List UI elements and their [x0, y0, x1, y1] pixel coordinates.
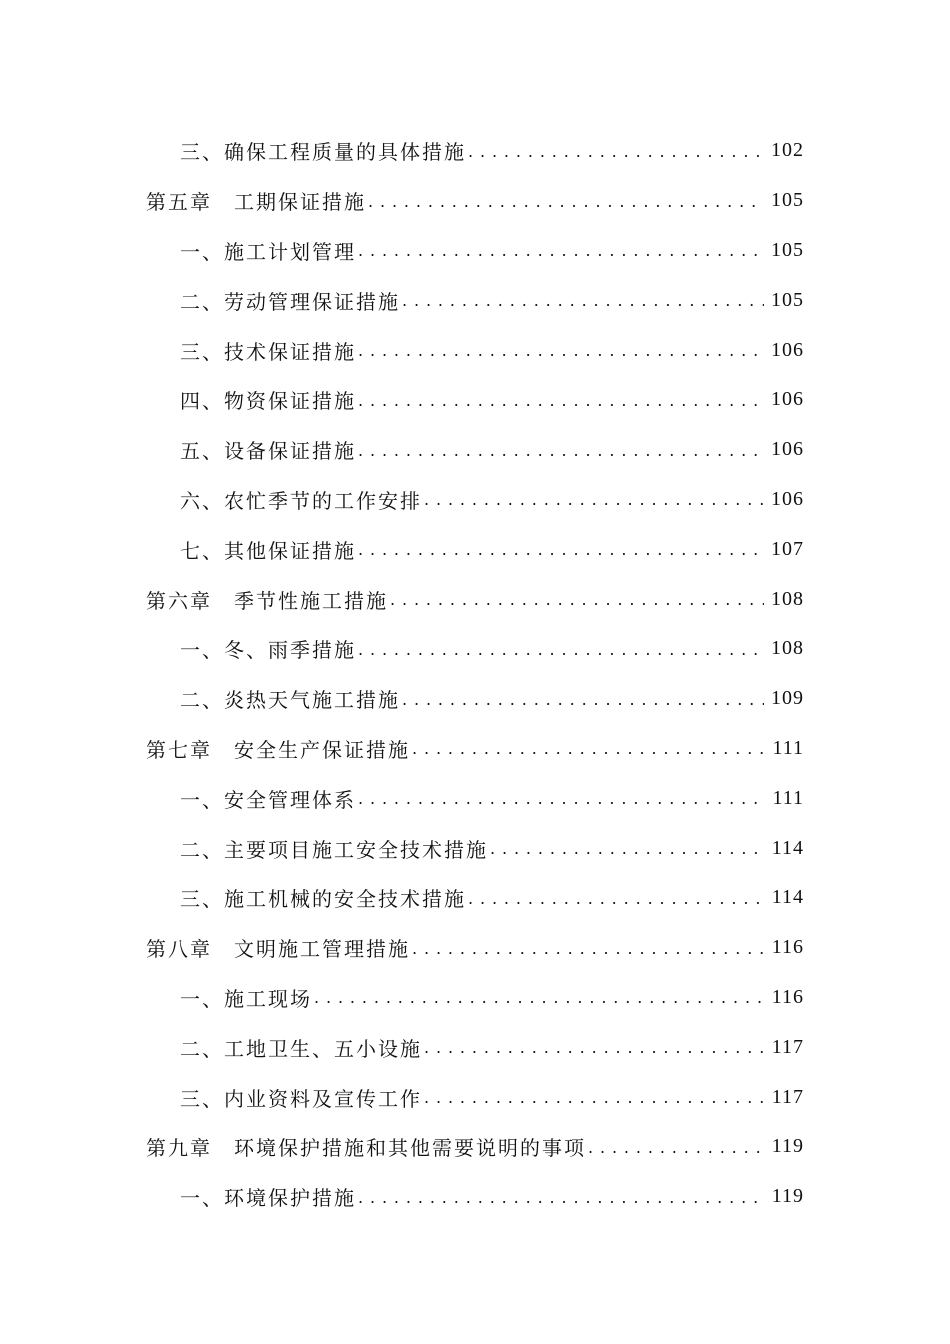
toc-entry-title: 二、劳动管理保证措施 — [180, 289, 400, 314]
dot-leader — [358, 786, 764, 810]
toc-section-entry[interactable] — [0, 674, 950, 724]
toc-entry-title: 四、物资保证措施 — [180, 389, 356, 414]
dot-leader — [402, 288, 764, 312]
toc-page-number: 116 — [771, 985, 804, 1008]
dot-leader — [314, 985, 764, 1009]
dot-leader — [402, 687, 764, 711]
toc-page-number: 105 — [771, 238, 804, 261]
toc-entry-title: 一、环境保护措施 — [180, 1186, 356, 1211]
toc-page-number: 109 — [771, 687, 804, 710]
toc-chapter-entry[interactable] — [0, 923, 950, 973]
toc-chapter-entry[interactable] — [0, 724, 950, 774]
toc-section-entry[interactable] — [0, 1072, 950, 1122]
toc-entry-title: 三、施工机械的安全技术措施 — [180, 887, 466, 912]
toc-page-number: 102 — [771, 139, 804, 162]
dot-leader — [358, 537, 764, 561]
toc-chapter-entry[interactable] — [0, 176, 950, 226]
toc-entry-title: 六、农忙季节的工作安排 — [180, 488, 422, 513]
dot-leader — [358, 238, 764, 262]
toc-entry-title: 五、设备保证措施 — [180, 439, 356, 464]
toc-entry-title: 七、其他保证措施 — [180, 538, 356, 563]
toc-section-entry[interactable] — [0, 773, 950, 823]
toc-entry-title: 一、冬、雨季措施 — [180, 638, 356, 663]
dot-leader — [424, 1035, 764, 1059]
toc-entry-title: 第八章 文明施工管理措施 — [146, 937, 410, 962]
toc-entry-title: 第六章 季节性施工措施 — [146, 588, 388, 613]
dot-leader — [390, 587, 764, 611]
toc-entry-title: 二、主要项目施工安全技术措施 — [180, 837, 488, 862]
dot-leader — [424, 1085, 764, 1109]
toc-page-number: 117 — [771, 1085, 804, 1108]
toc-section-entry[interactable] — [0, 375, 950, 425]
toc-section-entry[interactable] — [0, 624, 950, 674]
dot-leader — [412, 936, 764, 960]
toc-section-entry[interactable] — [0, 126, 950, 176]
toc-section-entry[interactable] — [0, 275, 950, 325]
toc-page-number: 114 — [771, 886, 804, 909]
toc-page-number: 117 — [771, 1035, 804, 1058]
table-of-contents — [0, 126, 950, 1222]
dot-leader — [358, 388, 764, 412]
toc-section-entry[interactable] — [0, 973, 950, 1023]
toc-entry-title: 二、炎热天气施工措施 — [180, 688, 400, 713]
toc-entry-title: 一、施工现场 — [180, 986, 312, 1011]
toc-chapter-entry[interactable] — [0, 574, 950, 624]
toc-page-number: 108 — [771, 637, 804, 660]
toc-page-number: 106 — [771, 487, 804, 510]
toc-section-entry[interactable] — [0, 325, 950, 375]
toc-page-number: 107 — [771, 537, 804, 560]
toc-page-number: 106 — [771, 388, 804, 411]
dot-leader — [412, 736, 764, 760]
dot-leader — [368, 189, 764, 213]
dot-leader — [424, 487, 764, 511]
toc-page-number: 111 — [772, 736, 804, 759]
dot-leader — [358, 438, 764, 462]
toc-entry-title: 第五章 工期保证措施 — [146, 190, 366, 215]
toc-entry-title: 第九章 环境保护措施和其他需要说明的事项 — [146, 1136, 586, 1161]
dot-leader — [358, 338, 764, 362]
dot-leader — [588, 1135, 764, 1159]
toc-section-entry[interactable] — [0, 823, 950, 873]
dot-leader — [358, 637, 764, 661]
toc-section-entry[interactable] — [0, 425, 950, 475]
toc-entry-title: 三、技术保证措施 — [180, 339, 356, 364]
toc-section-entry[interactable] — [0, 226, 950, 276]
toc-section-entry[interactable] — [0, 1022, 950, 1072]
toc-page-number: 114 — [771, 836, 804, 859]
toc-entry-title: 一、安全管理体系 — [180, 787, 356, 812]
dot-leader — [358, 1185, 764, 1209]
toc-page-number: 105 — [771, 288, 804, 311]
toc-chapter-entry[interactable] — [0, 1122, 950, 1172]
toc-entry-title: 三、内业资料及宣传工作 — [180, 1086, 422, 1111]
toc-page-number: 106 — [771, 338, 804, 361]
toc-page-number: 111 — [772, 786, 804, 809]
toc-section-entry[interactable] — [0, 873, 950, 923]
toc-section-entry[interactable] — [0, 1172, 950, 1222]
toc-page-number: 119 — [771, 1185, 804, 1208]
toc-page-number: 116 — [771, 936, 804, 959]
toc-entry-title: 一、施工计划管理 — [180, 239, 356, 264]
toc-section-entry[interactable] — [0, 524, 950, 574]
toc-entry-title: 第七章 安全生产保证措施 — [146, 737, 410, 762]
toc-section-entry[interactable] — [0, 475, 950, 525]
toc-page-number: 108 — [771, 587, 804, 610]
toc-entry-title: 三、确保工程质量的具体措施 — [180, 140, 466, 165]
toc-entry-title: 二、工地卫生、五小设施 — [180, 1036, 422, 1061]
dot-leader — [468, 139, 764, 163]
dot-leader — [490, 836, 764, 860]
toc-page-number: 105 — [771, 189, 804, 212]
toc-page-number: 106 — [771, 438, 804, 461]
dot-leader — [468, 886, 764, 910]
toc-page-number: 119 — [771, 1135, 804, 1158]
